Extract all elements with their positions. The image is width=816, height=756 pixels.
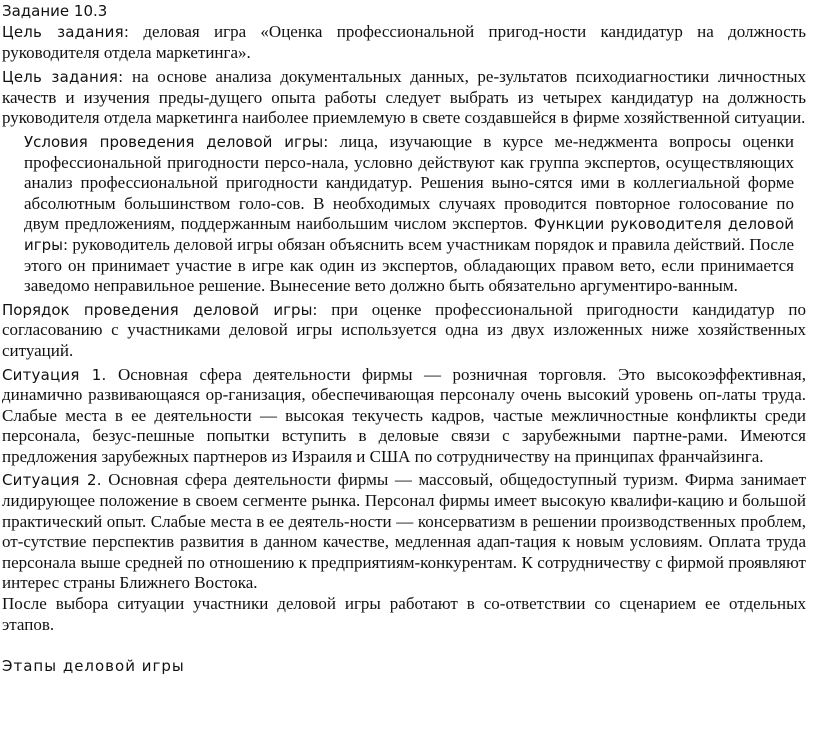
situation1-text: Основная сфера деятельности фирмы — розничная торговля. Это высокоэффективная, динамично развивающаяся ор-ганизация, обеспечивающая персоналу очень высокий уровень оп-латы труда. Слабые места в ее деятельности — высокая текучесть кадров, частые межличностные конфликты среди персонала, безус-пешные попытки вступить в деловые связи с зарубежными партне-рами. Имеются предложения зарубежных партнеров из Израиля и США по сотрудничеству на принципах франчайзинга. — [2, 364, 807, 466]
procedure-text: при оценке профессиональной пригодности кандидатур по согласованию с участниками деловой игры используется одна из двух изложенных ниже хозяйственных ситуаций. — [2, 299, 806, 360]
procedure-label: Порядок проведения деловой игры: — [2, 300, 318, 319]
conditions-text-2: руководитель деловой игры обязан объяснить всем участникам порядок и правила действий. После этого он принимает участие в игре как один из экспертов, обладающих правом вето, если принимается заведомо неправильное решение. Вынесение вето должно быть обязательно аргументиро-ванным. — [24, 234, 794, 296]
situation1-label: Ситуация 1. — [2, 365, 107, 384]
situation2-paragraph — [2, 470, 806, 594]
goal-label: Цель задания: — [2, 23, 130, 41]
after-choice-paragraph: После выбора ситуации участники деловой игры работают в со-ответствии со сценарием ее отдельных этапов. — [2, 594, 806, 634]
conditions-label: Условия проведения деловой игры: — [24, 132, 329, 151]
situation1-paragraph — [2, 365, 806, 468]
situation2-text: Основная сфера деятельности фирмы — массовый, общедоступный туризм. Фирма занимает лидирующее положение в своем сегменте рынка. Персонал фирмы имеет высокую квалифи-кацию и большой практический опыт. Слабые места в ее деятель-ности — консерватизм в решении производственных проблем, от-сутствие перспектив развития в данном качестве, медленная адап-тация к новым условиям. Оплата труда персонала выше средней по отношению к предприятиям-конкурентам. К сотрудничеству с фирмой проявляют интерес страны Ближнего Востока. — [2, 470, 807, 593]
procedure-paragraph — [2, 300, 806, 362]
goal-paragraph — [2, 22, 806, 63]
goal2-text: на основе анализа документальных данных, ре-зультатов психодиагностики личностных качеств и изучения преды-дущего опыта работы следует выбрать из четырех кандидатур на должность руководителя отдела маркетинга наиболее приемлемую в свете создавшейся в фирме хозяйственной ситуации. — [2, 67, 806, 128]
goal-text: деловая игра «Оценка профессиональной пригод-ности кандидатур на должность руководителя отдела маркетинга». — [2, 22, 806, 62]
goal2-paragraph — [2, 67, 806, 129]
conditions-paragraph — [2, 132, 806, 297]
goal2-label: Цель задания: — [2, 68, 124, 87]
situation2-label: Ситуация 2. — [2, 471, 102, 490]
conditions-text-1: лица, изучающие в курсе ме-неджмента вопросы оценки профессиональной пригодности персо-нала, условно действуют как группа экспертов, осуществляющих анализ профессиональной пригодности кандидатур. Решения выно-сятся ими в коллегиальной форме абсолютным большинством голо-сов. В необходимых случаях проводится повторное голосование по двум предложениям, поддержанным наибольшим числом экспертов. — [24, 131, 794, 234]
stages-heading: Этапы деловой игры — [2, 657, 185, 676]
task-title: Задание 10.3 — [2, 2, 108, 20]
functions-label: Функции руководителя деловой игры: — [24, 215, 794, 254]
